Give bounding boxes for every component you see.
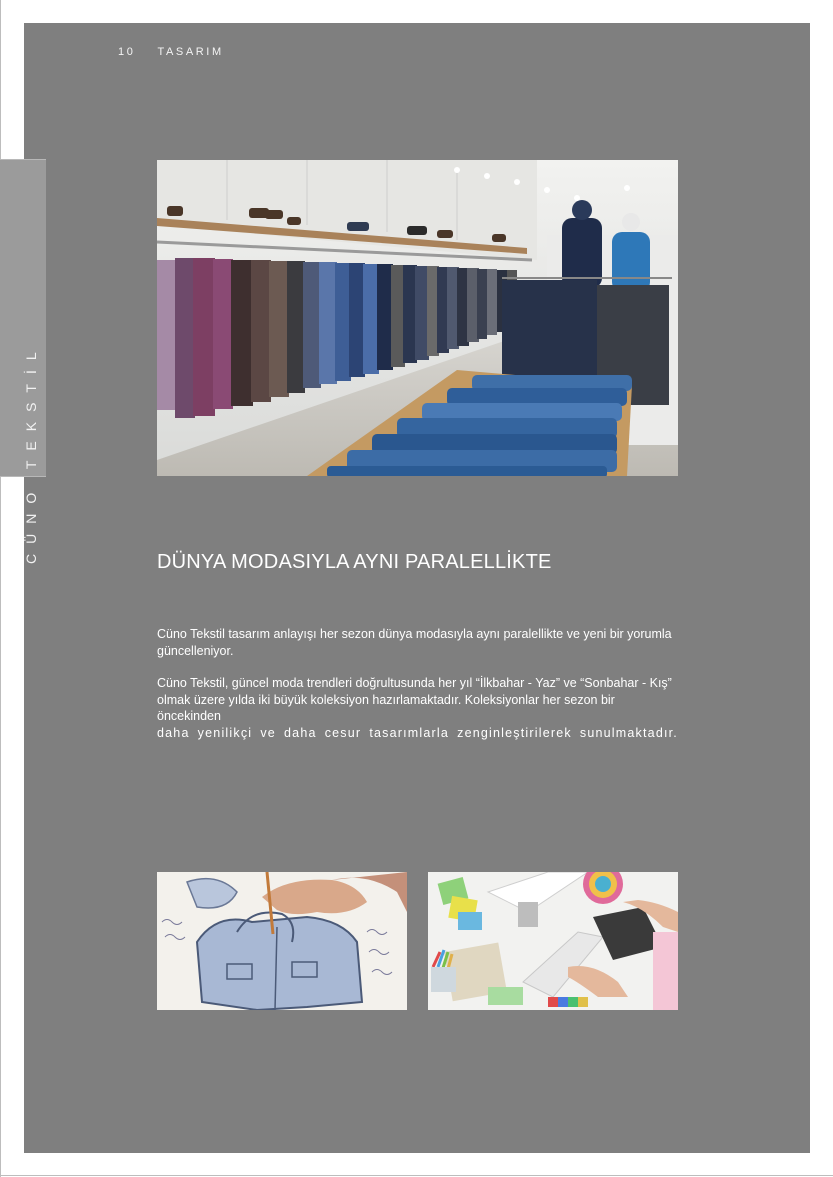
page-bottom-edge <box>0 1175 833 1176</box>
store-interior-photo <box>157 160 678 476</box>
page-number: 10 <box>118 46 136 58</box>
article-paragraph: Cüno Tekstil tasarım anlayışı her sezon dünya modasıyla aynı paralellikte ve yeni bir yorumla güncelleniyor. <box>157 627 672 658</box>
design-desk-photo <box>428 872 678 1010</box>
fashion-sketch-photo <box>157 872 407 1010</box>
article-body <box>157 626 678 757</box>
side-tab <box>0 159 46 564</box>
article-paragraph-last-line: daha yenilikçi ve daha cesur tasarımlarla zenginleştirilerek sunulmaktadır. <box>157 725 678 740</box>
page-header <box>118 46 224 58</box>
article-paragraph: Cüno Tekstil, güncel moda trendleri doğrultusunda her yıl “İlkbahar - Yaz” ve “Sonbahar - Kış” olmak üzere yılda iki büyük koleksiyon hazırlamaktadır. Koleksiyonlar her sezon bir öncekinden <box>157 676 672 723</box>
side-tab-brand: CÜNO TEKSTİL <box>23 342 39 564</box>
article-title: DÜNYA MODASIYLA AYNI PARALELLİKTE <box>157 551 552 573</box>
section-title: TASARIM <box>157 46 224 58</box>
